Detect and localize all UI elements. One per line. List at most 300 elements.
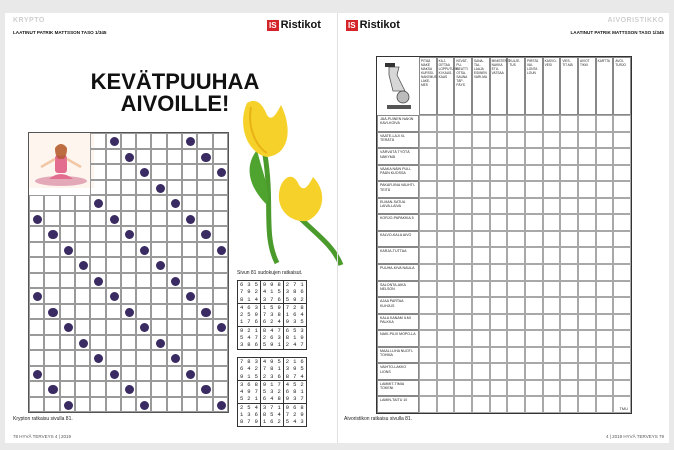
crossword-cell[interactable] — [525, 281, 543, 298]
crossword-cell[interactable] — [560, 148, 578, 165]
krypto-cell[interactable] — [136, 288, 151, 304]
krypto-cell[interactable] — [151, 381, 166, 397]
crossword-cell[interactable] — [437, 281, 455, 298]
crossword-cell[interactable] — [613, 363, 631, 380]
krypto-cell[interactable] — [121, 304, 136, 320]
krypto-cell[interactable] — [90, 397, 105, 413]
krypto-cell[interactable] — [44, 366, 59, 382]
krypto-cell[interactable] — [213, 304, 228, 320]
krypto-cell[interactable] — [136, 211, 151, 227]
crossword-cell[interactable] — [419, 264, 437, 281]
krypto-cell[interactable] — [121, 164, 136, 180]
krypto-cell[interactable] — [90, 164, 105, 180]
crossword-cell[interactable] — [419, 132, 437, 149]
crossword-cell[interactable] — [472, 363, 490, 380]
crossword-cell[interactable] — [525, 396, 543, 413]
krypto-cell[interactable] — [90, 242, 105, 258]
crossword-cell[interactable] — [507, 281, 525, 298]
krypto-cell[interactable] — [197, 195, 212, 211]
krypto-cell[interactable] — [106, 133, 121, 149]
crossword-cell[interactable] — [472, 115, 490, 132]
crossword-cell[interactable] — [560, 115, 578, 132]
krypto-cell[interactable] — [60, 304, 75, 320]
crossword-cell[interactable] — [507, 297, 525, 314]
krypto-cell[interactable] — [197, 350, 212, 366]
krypto-cell[interactable] — [136, 164, 151, 180]
krypto-cell[interactable] — [75, 335, 90, 351]
krypto-cell[interactable] — [44, 381, 59, 397]
crossword-cell[interactable] — [437, 363, 455, 380]
crossword-cell[interactable] — [419, 297, 437, 314]
crossword-cell[interactable] — [613, 264, 631, 281]
krypto-cell[interactable] — [213, 195, 228, 211]
crossword-cell[interactable] — [525, 115, 543, 132]
crossword-cell[interactable] — [472, 297, 490, 314]
crossword-cell[interactable] — [437, 181, 455, 198]
krypto-cell[interactable] — [75, 195, 90, 211]
krypto-cell[interactable] — [182, 319, 197, 335]
crossword-cell[interactable] — [596, 363, 614, 380]
crossword-cell[interactable] — [578, 281, 596, 298]
krypto-cell[interactable] — [90, 288, 105, 304]
crossword-cell[interactable] — [578, 396, 596, 413]
krypto-cell[interactable] — [167, 350, 182, 366]
krypto-cell[interactable] — [121, 149, 136, 165]
krypto-cell[interactable] — [151, 226, 166, 242]
krypto-cell[interactable] — [60, 242, 75, 258]
krypto-cell[interactable] — [197, 366, 212, 382]
crossword-cell[interactable] — [525, 363, 543, 380]
krypto-cell[interactable] — [121, 133, 136, 149]
krypto-cell[interactable] — [44, 319, 59, 335]
krypto-cell[interactable] — [151, 397, 166, 413]
krypto-cell[interactable] — [167, 273, 182, 289]
crossword-cell[interactable] — [507, 165, 525, 182]
crossword-cell[interactable] — [525, 380, 543, 397]
crossword-cell[interactable] — [596, 181, 614, 198]
crossword-cell[interactable] — [525, 181, 543, 198]
krypto-cell[interactable] — [167, 397, 182, 413]
crossword-cell[interactable] — [419, 181, 437, 198]
krypto-cell[interactable] — [90, 149, 105, 165]
krypto-cell[interactable] — [197, 180, 212, 196]
crossword-cell[interactable] — [454, 380, 472, 397]
crossword-cell[interactable] — [613, 115, 631, 132]
crossword-cell[interactable] — [437, 330, 455, 347]
crossword-cell[interactable] — [613, 181, 631, 198]
krypto-cell[interactable] — [136, 397, 151, 413]
crossword-cell[interactable] — [437, 148, 455, 165]
crossword-cell[interactable] — [472, 281, 490, 298]
crossword-cell[interactable] — [596, 330, 614, 347]
crossword-cell[interactable] — [472, 264, 490, 281]
crossword-cell[interactable] — [437, 396, 455, 413]
crossword-cell[interactable] — [525, 231, 543, 248]
krypto-cell[interactable] — [121, 211, 136, 227]
krypto-cell[interactable] — [29, 350, 44, 366]
crossword-cell[interactable] — [596, 347, 614, 364]
krypto-cell[interactable] — [60, 381, 75, 397]
krypto-cell[interactable] — [151, 350, 166, 366]
krypto-cell[interactable] — [44, 350, 59, 366]
crossword-cell[interactable] — [490, 264, 508, 281]
crossword-cell[interactable] — [596, 281, 614, 298]
crossword-cell[interactable] — [560, 297, 578, 314]
krypto-cell[interactable] — [167, 211, 182, 227]
crossword-cell[interactable] — [525, 297, 543, 314]
krypto-cell[interactable] — [90, 366, 105, 382]
crossword-cell[interactable] — [507, 214, 525, 231]
crossword-cell[interactable] — [454, 247, 472, 264]
crossword-cell[interactable] — [419, 396, 437, 413]
crossword-cell[interactable] — [437, 347, 455, 364]
krypto-cell[interactable] — [121, 350, 136, 366]
krypto-cell[interactable] — [44, 304, 59, 320]
krypto-cell[interactable] — [121, 257, 136, 273]
crossword-cell[interactable] — [507, 314, 525, 331]
krypto-cell[interactable] — [182, 133, 197, 149]
krypto-cell[interactable] — [136, 133, 151, 149]
crossword-cell[interactable] — [419, 214, 437, 231]
krypto-cell[interactable] — [213, 164, 228, 180]
krypto-cell[interactable] — [121, 335, 136, 351]
krypto-cell[interactable] — [90, 133, 105, 149]
krypto-cell[interactable] — [182, 180, 197, 196]
krypto-cell[interactable] — [213, 273, 228, 289]
krypto-cell[interactable] — [90, 304, 105, 320]
crossword-cell[interactable] — [525, 198, 543, 215]
krypto-cell[interactable] — [182, 226, 197, 242]
krypto-cell[interactable] — [136, 149, 151, 165]
crossword-cell[interactable] — [507, 115, 525, 132]
crossword-cell[interactable] — [543, 181, 561, 198]
krypto-cell[interactable] — [90, 226, 105, 242]
crossword-cell[interactable] — [560, 181, 578, 198]
krypto-cell[interactable] — [182, 195, 197, 211]
krypto-cell[interactable] — [90, 273, 105, 289]
krypto-cell[interactable] — [75, 211, 90, 227]
krypto-cell[interactable] — [60, 226, 75, 242]
krypto-cell[interactable] — [151, 180, 166, 196]
krypto-cell[interactable] — [182, 366, 197, 382]
crossword-cell[interactable] — [578, 314, 596, 331]
krypto-cell[interactable] — [167, 149, 182, 165]
crossword-cell[interactable] — [490, 363, 508, 380]
crossword-cell[interactable] — [596, 314, 614, 331]
crossword-cell[interactable] — [490, 281, 508, 298]
krypto-cell[interactable] — [182, 350, 197, 366]
crossword-cell[interactable] — [419, 198, 437, 215]
crossword-cell[interactable] — [525, 214, 543, 231]
krypto-cell[interactable] — [197, 242, 212, 258]
krypto-cell[interactable] — [197, 164, 212, 180]
krypto-cell[interactable] — [60, 257, 75, 273]
crossword-cell[interactable] — [490, 347, 508, 364]
crossword-cell[interactable] — [596, 198, 614, 215]
crossword-cell[interactable] — [543, 148, 561, 165]
crossword-cell[interactable] — [454, 314, 472, 331]
crossword-cell[interactable] — [437, 297, 455, 314]
krypto-cell[interactable] — [213, 211, 228, 227]
crossword-cell[interactable] — [578, 214, 596, 231]
krypto-cell[interactable] — [75, 226, 90, 242]
crossword-cell[interactable] — [525, 314, 543, 331]
krypto-cell[interactable] — [106, 304, 121, 320]
krypto-cell[interactable] — [182, 335, 197, 351]
krypto-cell[interactable] — [167, 335, 182, 351]
krypto-cell[interactable] — [213, 149, 228, 165]
crossword-cell[interactable] — [419, 363, 437, 380]
krypto-cell[interactable] — [167, 381, 182, 397]
crossword-cell[interactable] — [578, 380, 596, 397]
krypto-cell[interactable] — [106, 366, 121, 382]
crossword-cell[interactable] — [490, 330, 508, 347]
crossword-cell[interactable] — [507, 148, 525, 165]
krypto-cell[interactable] — [121, 180, 136, 196]
krypto-cell[interactable] — [151, 164, 166, 180]
krypto-cell[interactable] — [151, 288, 166, 304]
krypto-cell[interactable] — [213, 180, 228, 196]
krypto-cell[interactable] — [106, 226, 121, 242]
krypto-cell[interactable] — [197, 397, 212, 413]
crossword-cell[interactable] — [419, 330, 437, 347]
crossword-cell[interactable] — [578, 181, 596, 198]
krypto-cell[interactable] — [106, 350, 121, 366]
crossword-cell[interactable] — [560, 330, 578, 347]
crossword-cell[interactable] — [507, 363, 525, 380]
krypto-cell[interactable] — [197, 288, 212, 304]
crossword-cell[interactable] — [472, 148, 490, 165]
krypto-cell[interactable] — [106, 288, 121, 304]
crossword-cell[interactable] — [613, 297, 631, 314]
crossword-cell[interactable] — [596, 264, 614, 281]
krypto-cell[interactable] — [167, 164, 182, 180]
krypto-cell[interactable] — [75, 257, 90, 273]
crossword-cell[interactable] — [596, 380, 614, 397]
krypto-cell[interactable] — [44, 397, 59, 413]
krypto-cell[interactable] — [75, 319, 90, 335]
crossword-cell[interactable] — [560, 198, 578, 215]
crossword-cell[interactable] — [560, 264, 578, 281]
krypto-cell[interactable] — [29, 226, 44, 242]
krypto-cell[interactable] — [29, 257, 44, 273]
crossword-cell[interactable] — [543, 330, 561, 347]
crossword-cell[interactable] — [454, 181, 472, 198]
crossword-cell[interactable] — [543, 396, 561, 413]
krypto-cell[interactable] — [197, 304, 212, 320]
crossword-cell[interactable] — [560, 214, 578, 231]
krypto-cell[interactable] — [136, 195, 151, 211]
crossword-cell[interactable] — [507, 380, 525, 397]
crossword-cell[interactable] — [507, 330, 525, 347]
crossword-cell[interactable] — [454, 132, 472, 149]
crossword-cell[interactable] — [578, 115, 596, 132]
krypto-cell[interactable] — [213, 366, 228, 382]
krypto-cell[interactable] — [90, 195, 105, 211]
crossword-cell[interactable] — [507, 181, 525, 198]
krypto-cell[interactable] — [136, 257, 151, 273]
crossword-cell[interactable] — [472, 181, 490, 198]
krypto-cell[interactable] — [75, 242, 90, 258]
krypto-cell[interactable] — [182, 381, 197, 397]
krypto-cell[interactable] — [136, 381, 151, 397]
krypto-cell[interactable] — [106, 257, 121, 273]
krypto-cell[interactable] — [182, 397, 197, 413]
krypto-cell[interactable] — [106, 149, 121, 165]
krypto-cell[interactable] — [44, 335, 59, 351]
krypto-cell[interactable] — [213, 288, 228, 304]
krypto-cell[interactable] — [75, 366, 90, 382]
krypto-cell[interactable] — [121, 366, 136, 382]
crossword-cell[interactable] — [507, 247, 525, 264]
crossword-cell[interactable] — [613, 380, 631, 397]
crossword-cell[interactable] — [543, 214, 561, 231]
krypto-cell[interactable] — [167, 180, 182, 196]
krypto-cell[interactable] — [44, 242, 59, 258]
krypto-cell[interactable] — [90, 257, 105, 273]
krypto-cell[interactable] — [197, 149, 212, 165]
krypto-cell[interactable] — [121, 242, 136, 258]
crossword-cell[interactable] — [560, 347, 578, 364]
krypto-cell[interactable] — [44, 257, 59, 273]
crossword-cell[interactable] — [560, 132, 578, 149]
krypto-cell[interactable] — [60, 319, 75, 335]
crossword-cell[interactable] — [560, 165, 578, 182]
krypto-cell[interactable] — [136, 350, 151, 366]
krypto-cell[interactable] — [44, 273, 59, 289]
krypto-cell[interactable] — [75, 273, 90, 289]
crossword-cell[interactable] — [454, 347, 472, 364]
krypto-cell[interactable] — [29, 381, 44, 397]
krypto-cell[interactable] — [60, 288, 75, 304]
krypto-cell[interactable] — [106, 335, 121, 351]
crossword-cell[interactable] — [596, 148, 614, 165]
krypto-cell[interactable] — [213, 319, 228, 335]
crossword-cell[interactable] — [578, 330, 596, 347]
crossword-cell[interactable] — [525, 132, 543, 149]
krypto-cell[interactable] — [182, 242, 197, 258]
crossword-cell[interactable] — [437, 264, 455, 281]
crossword-cell[interactable] — [596, 165, 614, 182]
krypto-cell[interactable] — [29, 319, 44, 335]
krypto-cell[interactable] — [60, 350, 75, 366]
crossword-cell[interactable] — [578, 198, 596, 215]
crossword-cell[interactable] — [490, 132, 508, 149]
krypto-cell[interactable] — [136, 304, 151, 320]
krypto-cell[interactable] — [90, 319, 105, 335]
crossword-cell[interactable] — [578, 363, 596, 380]
crossword-cell[interactable] — [543, 165, 561, 182]
krypto-cell[interactable] — [60, 195, 75, 211]
krypto-cell[interactable] — [90, 381, 105, 397]
crossword-cell[interactable] — [437, 314, 455, 331]
krypto-cell[interactable] — [182, 288, 197, 304]
krypto-cell[interactable] — [151, 133, 166, 149]
crossword-cell[interactable] — [472, 132, 490, 149]
crossword-cell[interactable] — [419, 231, 437, 248]
crossword-cell[interactable] — [560, 247, 578, 264]
krypto-cell[interactable] — [106, 164, 121, 180]
krypto-cell[interactable] — [182, 164, 197, 180]
krypto-cell[interactable] — [197, 257, 212, 273]
krypto-cell[interactable] — [29, 397, 44, 413]
krypto-cell[interactable] — [136, 226, 151, 242]
krypto-cell[interactable] — [167, 133, 182, 149]
crossword-cell[interactable] — [543, 297, 561, 314]
krypto-cell[interactable] — [213, 257, 228, 273]
krypto-cell[interactable] — [167, 257, 182, 273]
krypto-cell[interactable] — [151, 304, 166, 320]
crossword-cell[interactable] — [543, 132, 561, 149]
krypto-cell[interactable] — [60, 335, 75, 351]
krypto-cell[interactable] — [106, 273, 121, 289]
crossword-cell[interactable] — [507, 396, 525, 413]
krypto-cell[interactable] — [29, 304, 44, 320]
crossword-cell[interactable] — [613, 347, 631, 364]
crossword-cell[interactable] — [560, 396, 578, 413]
krypto-cell[interactable] — [29, 211, 44, 227]
krypto-cell[interactable] — [151, 211, 166, 227]
crossword-cell[interactable] — [596, 396, 614, 413]
krypto-cell[interactable] — [167, 366, 182, 382]
crossword-cell[interactable] — [560, 314, 578, 331]
krypto-cell[interactable] — [75, 381, 90, 397]
krypto-cell[interactable] — [213, 226, 228, 242]
crossword-cell[interactable] — [525, 247, 543, 264]
krypto-cell[interactable] — [136, 242, 151, 258]
crossword-cell[interactable] — [490, 297, 508, 314]
krypto-cell[interactable] — [29, 242, 44, 258]
krypto-cell[interactable] — [121, 381, 136, 397]
crossword-cell[interactable] — [490, 115, 508, 132]
krypto-cell[interactable] — [197, 319, 212, 335]
crossword-cell[interactable] — [472, 314, 490, 331]
crossword-cell[interactable] — [490, 198, 508, 215]
krypto-cell[interactable] — [136, 319, 151, 335]
crossword-cell[interactable] — [472, 165, 490, 182]
crossword-cell[interactable] — [543, 231, 561, 248]
krypto-cell[interactable] — [197, 273, 212, 289]
krypto-cell[interactable] — [106, 211, 121, 227]
crossword-cell[interactable] — [507, 198, 525, 215]
crossword-cell[interactable] — [454, 396, 472, 413]
crossword-cell[interactable] — [419, 380, 437, 397]
krypto-cell[interactable] — [167, 319, 182, 335]
crossword-cell[interactable] — [613, 165, 631, 182]
crossword-cell[interactable] — [437, 231, 455, 248]
crossword-cell[interactable] — [525, 148, 543, 165]
krypto-cell[interactable] — [29, 335, 44, 351]
crossword-cell[interactable] — [454, 231, 472, 248]
krypto-cell[interactable] — [151, 366, 166, 382]
crossword-cell[interactable] — [490, 247, 508, 264]
crossword-cell[interactable] — [472, 380, 490, 397]
krypto-cell[interactable] — [121, 195, 136, 211]
crossword-cell[interactable] — [472, 231, 490, 248]
crossword-cell[interactable] — [596, 214, 614, 231]
krypto-cell[interactable] — [151, 319, 166, 335]
crossword-cell[interactable] — [490, 314, 508, 331]
crossword-cell[interactable] — [560, 231, 578, 248]
krypto-cell[interactable] — [106, 195, 121, 211]
krypto-cell[interactable] — [182, 304, 197, 320]
krypto-cell[interactable] — [121, 273, 136, 289]
krypto-cell[interactable] — [197, 335, 212, 351]
krypto-cell[interactable] — [60, 273, 75, 289]
krypto-cell[interactable] — [106, 381, 121, 397]
crossword-cell[interactable] — [507, 231, 525, 248]
crossword-cell[interactable] — [613, 314, 631, 331]
